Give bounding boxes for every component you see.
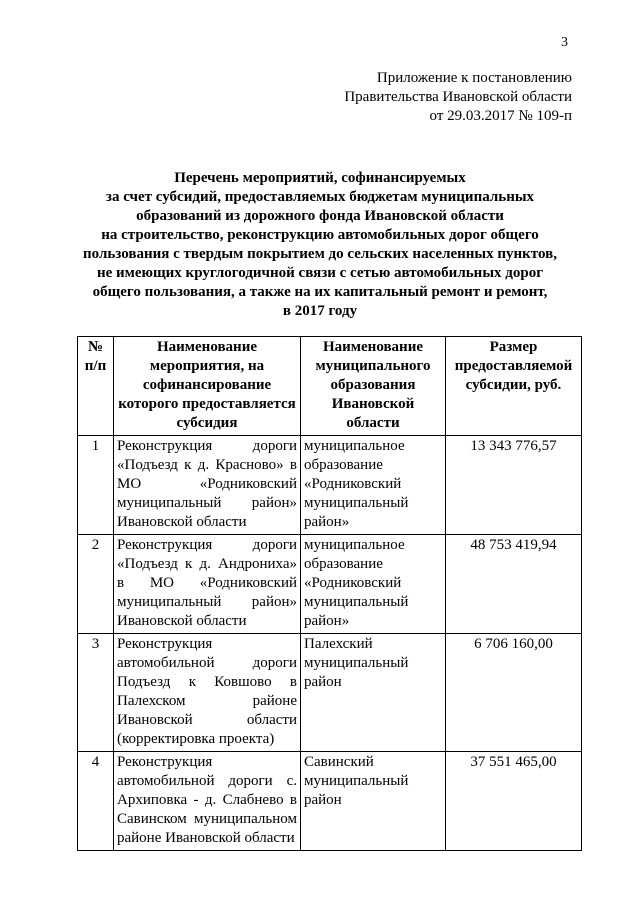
table-row xyxy=(78,535,582,634)
table-row xyxy=(78,634,582,752)
appendix-note xyxy=(344,69,572,126)
document-title xyxy=(60,169,580,321)
appendix-line: Приложение к постановлению xyxy=(376,70,572,86)
appendix-line: от 29.03.2017 № 109-п xyxy=(429,108,572,124)
row-measure-name: Реконструкция автомобильной дороги с. Архиповка - д. Слабнево в Савинском муниципальном районе Ивановской области xyxy=(114,752,301,851)
row-amount: 48 753 419,94 xyxy=(446,535,582,634)
header-measure-name: Наименование мероприятия, на софинансирование которого предоставляется субсидия xyxy=(114,337,301,436)
row-number: 4 xyxy=(78,752,114,851)
row-municipality: Палехский муниципальный район xyxy=(301,634,446,752)
table-row xyxy=(78,436,582,535)
row-number: 2 xyxy=(78,535,114,634)
appendix-line: Правительства Ивановской области xyxy=(344,89,572,105)
row-municipality: муниципальное образование «Родниковский муниципальный район» xyxy=(301,535,446,634)
title-line: общего пользования, а также на их капитальный ремонт и ремонт, xyxy=(92,284,548,300)
table-header-row xyxy=(78,337,582,436)
row-municipality: муниципальное образование «Родниковский муниципальный район» xyxy=(301,436,446,535)
header-municipality: Наименование муниципального образования Ивановской области xyxy=(301,337,446,436)
title-line: в 2017 году xyxy=(282,303,358,319)
row-number: 3 xyxy=(78,634,114,752)
row-amount: 6 706 160,00 xyxy=(446,634,582,752)
title-line: пользования с твердым покрытием до сельских населенных пунктов, xyxy=(83,246,557,262)
row-number: 1 xyxy=(78,436,114,535)
page-number: 3 xyxy=(561,35,568,50)
header-amount: Размер предоставляемой субсидии, руб. xyxy=(446,337,582,436)
row-measure-name: Реконструкция дороги «Подъезд к д. Красново» в МО «Родниковский муниципальный район» Ивановской области xyxy=(114,436,301,535)
title-line: Перечень мероприятий, софинансируемых xyxy=(174,170,466,186)
row-amount: 37 551 465,00 xyxy=(446,752,582,851)
row-amount: 13 343 776,57 xyxy=(446,436,582,535)
subsidies-table xyxy=(77,336,582,851)
row-measure-name: Реконструкция автомобильной дороги Подъезд к Ковшово в Палехском районе Ивановской области (корректировка проекта) xyxy=(114,634,301,752)
table-row xyxy=(78,752,582,851)
header-number: № п/п xyxy=(78,337,114,436)
row-municipality: Савинский муниципальный район xyxy=(301,752,446,851)
row-measure-name: Реконструкция дороги «Подъезд к д. Андрониха» в МО «Родниковский муниципальный район» Ивановской области xyxy=(114,535,301,634)
title-line: на строительство, реконструкцию автомобильных дорог общего xyxy=(101,227,539,243)
title-line: за счет субсидий, предоставляемых бюджетам муниципальных xyxy=(105,189,535,205)
title-line: не имеющих круглогодичной связи с сетью автомобильных дорог xyxy=(96,265,544,281)
title-line: образований из дорожного фонда Ивановской области xyxy=(136,208,504,224)
